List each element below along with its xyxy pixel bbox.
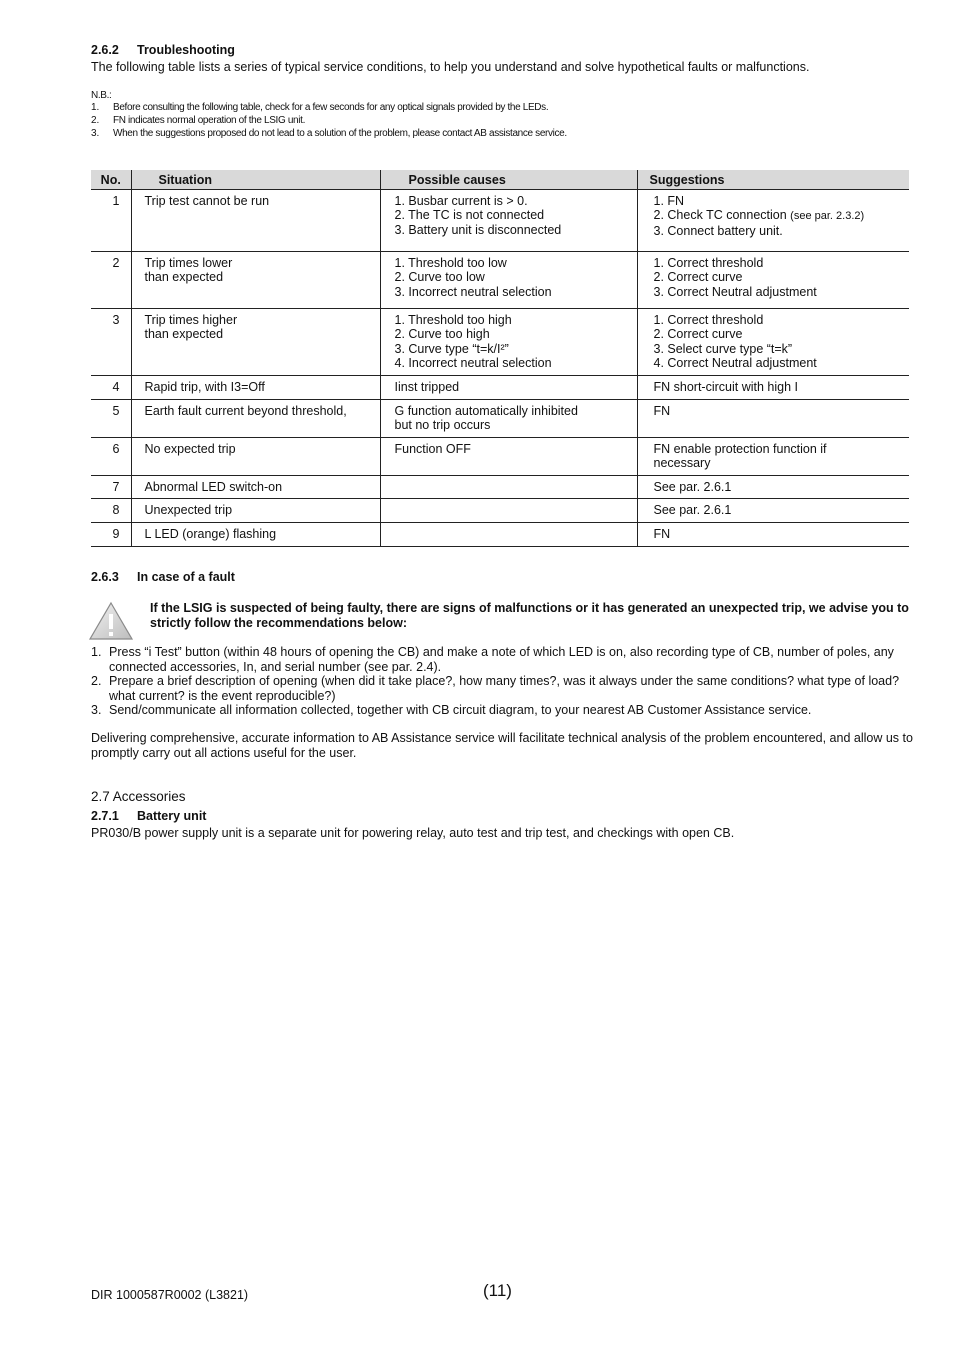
cell-possible-causes-text: 1. Busbar current is > 0. <box>394 194 528 208</box>
cell-suggestions-text: FN short-circuit with high I <box>653 380 798 394</box>
cell-suggestions-text: See par. 2.6.1 <box>653 480 732 494</box>
cell-suggestions-line <box>654 208 910 223</box>
cell-suggestions-line <box>654 270 910 284</box>
cell-possible-causes-text: 1. Threshold too low <box>394 256 507 270</box>
cell-situation-text: Unexpected trip <box>144 503 233 517</box>
table-row <box>91 438 909 476</box>
cell-suggestions-text: See par. 2.6.1 <box>653 503 732 517</box>
table-header-row <box>91 170 909 190</box>
nb-note-text: Before consulting the following table, check for a few seconds for any optical signals provided by the LEDs. <box>113 102 549 113</box>
cell-suggestions-line <box>654 503 910 517</box>
cell-suggestions <box>637 476 909 499</box>
cell-no: 8 <box>91 499 131 523</box>
cell-no: 9 <box>91 523 131 547</box>
cell-situation <box>131 309 380 376</box>
cell-suggestions-line <box>654 380 910 394</box>
cell-suggestions-line <box>654 342 910 356</box>
footer-doc-id: DIR 1000587R0002 (L3821) <box>91 1288 249 1302</box>
cell-situation-text: Rapid trip, with I3=Off <box>144 380 265 394</box>
cell-possible-causes-text: 2. Curve too low <box>394 270 485 285</box>
cell-situation-line <box>145 442 380 456</box>
cell-situation <box>131 376 380 400</box>
table-row <box>91 476 909 499</box>
troubleshooting-intro: The following table lists a series of typical service conditions, to help you understand and solve hypothetical faults or malfunctions. <box>91 60 810 74</box>
cell-situation <box>131 252 380 309</box>
cell-situation-line <box>145 313 380 327</box>
cell-possible-causes-line <box>395 503 637 517</box>
nb-note-text: When the suggestions proposed do not lead to a solution of the problem, please contact AB assistance service. <box>113 128 567 139</box>
cell-situation <box>131 438 380 476</box>
cell-suggestions-text: 4. Correct Neutral adjustment <box>653 355 817 370</box>
warning-triangle-icon <box>88 601 134 641</box>
cell-situation-text: Trip times lower <box>144 256 233 270</box>
nb-note-number: 2. <box>91 115 100 126</box>
cell-suggestions-line <box>654 327 910 341</box>
cell-suggestions <box>637 190 909 252</box>
cell-possible-causes-line <box>395 285 637 299</box>
cell-suggestions-text: 2. Correct curve <box>653 327 743 342</box>
fault-step-text: Press “i Test” button (within 48 hours of opening the CB) and make a note of which LED is on, also recording type of CB, number of poles, any connected accessories, In, and serial number (see par. 2.4). <box>109 645 894 674</box>
header-situation: Situation <box>131 170 380 190</box>
cell-suggestions-line <box>654 224 910 238</box>
cell-possible-causes-line <box>395 527 637 541</box>
cell-possible-causes-text: 3. Battery unit is disconnected <box>394 222 562 237</box>
fault-closing-text: Delivering comprehensive, accurate information to AB Assistance service will facilitate technical analysis of the problem encountered, and allow us to promptly carry out all actions useful for the user. <box>91 731 913 760</box>
cell-suggestions-line <box>654 442 910 456</box>
fault-step <box>91 674 911 703</box>
cell-no: 1 <box>91 190 131 252</box>
cell-possible-causes-text: Iinst tripped <box>394 380 460 394</box>
cell-possible-causes-line <box>395 313 637 327</box>
cell-possible-causes-line <box>395 223 637 237</box>
cell-situation-line <box>145 194 380 208</box>
nb-label: N.B.: <box>91 90 112 101</box>
cell-no: 6 <box>91 438 131 476</box>
cell-possible-causes <box>380 499 637 523</box>
fault-step-text: Send/communicate all information collected, together with CB circuit diagram, to your nearest AB Customer Assistance service. <box>109 703 812 717</box>
cell-no: 5 <box>91 400 131 438</box>
section-heading-2-6-2 <box>91 43 235 57</box>
cell-situation <box>131 400 380 438</box>
cell-suggestions <box>637 252 909 309</box>
fault-warning-text: If the LSIG is suspected of being faulty, there are signs of malfunctions or it has generated an unexpected trip, we advise you to strictly follow the recommendations below: <box>150 601 909 630</box>
cell-situation-line <box>145 480 380 494</box>
table-row <box>91 400 909 438</box>
cell-suggestions <box>637 309 909 376</box>
header-no: No. <box>91 170 131 190</box>
table-row <box>91 309 909 376</box>
cell-possible-causes-text: 4. Incorrect neutral selection <box>394 355 552 370</box>
cell-situation-text: than expected <box>144 327 224 342</box>
cell-situation-text: L LED (orange) flashing <box>144 527 277 541</box>
cell-possible-causes-text: 1. Threshold too high <box>394 313 512 327</box>
cell-possible-causes-text: 2. Curve too high <box>394 327 490 342</box>
cell-possible-causes <box>380 476 637 499</box>
cell-suggestions <box>637 400 909 438</box>
cell-possible-causes <box>380 376 637 400</box>
cell-possible-causes-text: 2. The TC is not connected <box>394 208 545 223</box>
cell-suggestions-line <box>654 194 910 208</box>
cell-situation-line <box>145 256 380 270</box>
cell-situation-text: Trip test cannot be run <box>144 194 270 208</box>
cell-possible-causes <box>380 309 637 376</box>
cell-suggestions-text: 3. Correct Neutral adjustment <box>653 284 817 299</box>
cell-situation-line <box>145 503 380 517</box>
cell-situation-line <box>145 270 380 284</box>
section-number: 2.7.1 <box>91 809 119 823</box>
cell-suggestions-line <box>654 480 910 494</box>
cell-suggestions-text: FN <box>653 527 671 541</box>
battery-unit-text: PR030/B power supply unit is a separate unit for powering relay, auto test and trip test, and checkings with open CB. <box>91 826 735 840</box>
cell-situation-text: than expected <box>144 270 224 285</box>
table-row <box>91 499 909 523</box>
fault-steps-list <box>91 645 911 718</box>
nb-note-text: FN indicates normal operation of the LSIG unit. <box>113 115 305 126</box>
cell-possible-causes-line <box>395 194 637 208</box>
cell-possible-causes-text: Function OFF <box>394 442 471 456</box>
cell-situation <box>131 523 380 547</box>
header-possible-causes: Possible causes <box>380 170 637 190</box>
cell-situation-text: Earth fault current beyond threshold, <box>144 404 347 418</box>
cell-situation-text: No expected trip <box>144 442 236 456</box>
nb-note-number: 3. <box>91 128 100 139</box>
table-row <box>91 190 909 252</box>
fault-step <box>91 645 911 674</box>
fault-step-number: 3. <box>91 703 102 717</box>
cell-possible-causes-text: G function automatically inhibited <box>394 404 578 418</box>
cell-possible-causes-line <box>395 380 637 394</box>
cell-possible-causes-line <box>395 356 637 370</box>
cell-situation-text: Abnormal LED switch-on <box>144 480 283 494</box>
section-title: In case of a fault <box>137 570 235 584</box>
fault-step-number: 1. <box>91 645 102 659</box>
suggestion-reference: (see par. 2.3.2) <box>790 210 865 223</box>
cell-possible-causes-line <box>395 270 637 284</box>
fault-step <box>91 703 911 718</box>
section-number: 2.6.2 <box>91 43 119 57</box>
section-heading-2-7: 2.7 Accessories <box>91 789 186 804</box>
cell-possible-causes <box>380 523 637 547</box>
cell-suggestions <box>637 376 909 400</box>
cell-possible-causes-line <box>395 327 637 341</box>
section-heading-2-6-3 <box>91 570 235 584</box>
cell-suggestions-text: 2. Correct curve <box>653 270 743 285</box>
cell-possible-causes-line <box>395 342 637 356</box>
cell-no: 2 <box>91 252 131 309</box>
cell-no: 4 <box>91 376 131 400</box>
cell-suggestions-text: 3. Connect battery unit. <box>653 223 783 238</box>
nb-note <box>91 101 921 114</box>
cell-situation-text: Trip times higher <box>144 313 238 327</box>
cell-suggestions-text: 2. Check TC connection <box>653 208 787 223</box>
section-title: Battery unit <box>137 809 207 823</box>
cell-situation <box>131 476 380 499</box>
cell-suggestions-line <box>654 527 910 541</box>
cell-possible-causes <box>380 190 637 252</box>
fault-step-number: 2. <box>91 674 102 688</box>
table-row <box>91 523 909 547</box>
nb-note <box>91 114 921 127</box>
nb-notes-list <box>91 101 921 140</box>
cell-situation <box>131 499 380 523</box>
cell-suggestions-text: FN <box>653 404 671 418</box>
section-heading-2-7-1 <box>91 809 206 823</box>
cell-suggestions-text: 1. Correct threshold <box>653 313 764 327</box>
cell-possible-causes-line <box>395 404 637 418</box>
cell-possible-causes-text: 3. Incorrect neutral selection <box>394 284 552 299</box>
cell-suggestions-line <box>654 313 910 327</box>
cell-possible-causes-line <box>395 208 637 222</box>
cell-suggestions <box>637 499 909 523</box>
cell-suggestions <box>637 523 909 547</box>
nb-note-number: 1. <box>91 102 100 113</box>
page-number: (11) <box>483 1281 512 1300</box>
cell-suggestions-text: FN enable protection function if <box>653 442 827 456</box>
cell-no: 3 <box>91 309 131 376</box>
section-title: Troubleshooting <box>137 43 235 57</box>
cell-situation-line <box>145 380 380 394</box>
cell-possible-causes <box>380 400 637 438</box>
table-row <box>91 376 909 400</box>
cell-possible-causes-line <box>395 418 637 432</box>
cell-situation-line <box>145 527 380 541</box>
cell-suggestions-line <box>654 256 910 270</box>
cell-possible-causes <box>380 438 637 476</box>
troubleshooting-table <box>91 170 909 547</box>
table-row <box>91 252 909 309</box>
cell-situation-line <box>145 327 380 341</box>
fault-step-text: Prepare a brief description of opening (when did it take place?, how many times?, was it always under the same conditions? what type of load? what current? is the event reproducible?) <box>109 674 900 703</box>
section-number: 2.6.3 <box>91 570 119 584</box>
cell-situation <box>131 190 380 252</box>
cell-suggestions-text: necessary <box>653 456 711 471</box>
nb-note <box>91 127 921 140</box>
cell-suggestions-line <box>654 456 910 470</box>
cell-suggestions-line <box>654 404 910 418</box>
cell-situation-line <box>145 404 380 418</box>
cell-possible-causes-text: but no trip occurs <box>394 418 491 433</box>
cell-suggestions-text: 1. Correct threshold <box>653 256 764 270</box>
cell-suggestions-text: 3. Select curve type “t=k” <box>653 341 793 356</box>
cell-possible-causes-line <box>395 256 637 270</box>
cell-suggestions-line <box>654 356 910 370</box>
cell-possible-causes <box>380 252 637 309</box>
cell-possible-causes-line <box>395 480 637 494</box>
cell-possible-causes-text: 3. Curve type “t=k/I²” <box>394 341 509 356</box>
header-suggestions: Suggestions <box>637 170 909 190</box>
cell-suggestions <box>637 438 909 476</box>
cell-suggestions-text: 1. FN <box>653 194 685 208</box>
cell-no: 7 <box>91 476 131 499</box>
cell-possible-causes-line <box>395 442 637 456</box>
cell-suggestions-line <box>654 285 910 299</box>
